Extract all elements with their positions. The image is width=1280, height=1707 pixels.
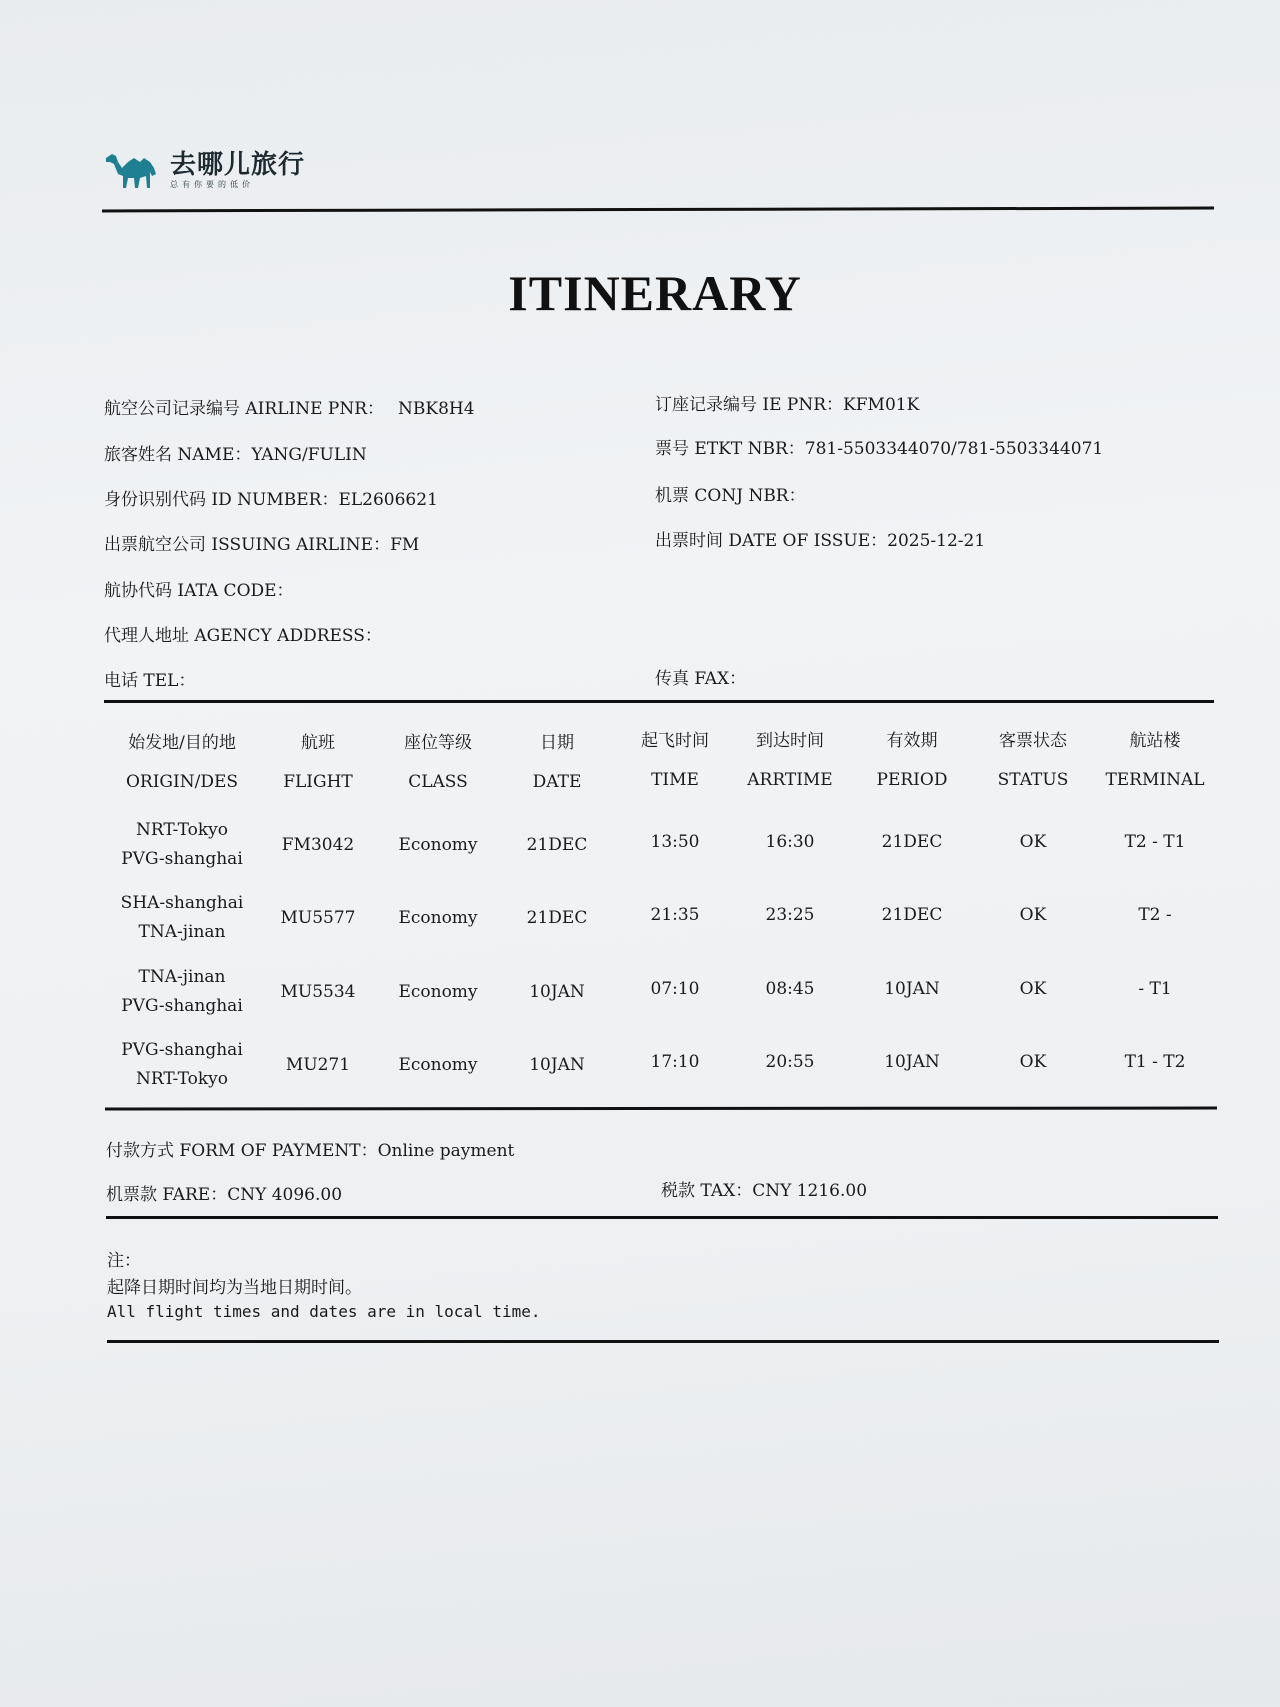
origin-text: SHA-shanghai bbox=[120, 893, 244, 913]
time-cell: 17:10 bbox=[650, 1052, 700, 1072]
fare-value: CNY 4096.00 bbox=[227, 1185, 343, 1205]
date-cell: 21DEC bbox=[526, 908, 588, 928]
terminal-cell: - T1 bbox=[1138, 979, 1172, 999]
terminal-cell: T2 - bbox=[1138, 905, 1172, 925]
status-cell: OK bbox=[1019, 1052, 1047, 1072]
destination-text: PVG-shanghai bbox=[121, 849, 243, 869]
period-cell: 10JAN bbox=[884, 979, 940, 999]
period-cell: 21DEC bbox=[881, 832, 943, 852]
table-header-en: ORIGIN/DES bbox=[125, 772, 239, 792]
table-header-cn: 起飞时间 bbox=[641, 731, 709, 751]
time-cell: 21:35 bbox=[650, 905, 700, 925]
table-header-en: CLASS bbox=[408, 772, 468, 792]
table-bottom-divider bbox=[105, 1107, 1217, 1111]
period-cell: 21DEC bbox=[881, 905, 943, 925]
destination-text: PVG-shanghai bbox=[121, 996, 243, 1016]
arrtime-cell: 16:30 bbox=[765, 832, 815, 852]
class-cell: Economy bbox=[398, 1055, 478, 1075]
arrtime-cell: 23:25 bbox=[765, 905, 815, 925]
class-cell: Economy bbox=[398, 908, 478, 928]
fare-field bbox=[106, 1180, 342, 1205]
table-header-en: FLIGHT bbox=[283, 772, 353, 792]
field-label: 代理人地址 AGENCY ADDRESS： bbox=[104, 626, 382, 646]
passenger-name-field bbox=[104, 440, 367, 465]
table-header-cn: 始发地/目的地 bbox=[128, 733, 236, 753]
conj-number-field bbox=[655, 481, 806, 506]
table-header-cn: 航班 bbox=[301, 733, 335, 753]
id-number-field bbox=[104, 485, 438, 510]
logo bbox=[104, 148, 305, 192]
issuing-airline-field bbox=[104, 530, 419, 555]
field-label: 出票航空公司 ISSUING AIRLINE： bbox=[104, 535, 391, 555]
notes-cn: 起降日期时间均为当地日期时间。 bbox=[107, 1278, 362, 1298]
payment-form-value: Online payment bbox=[377, 1141, 515, 1161]
bottom-divider bbox=[107, 1340, 1219, 1343]
class-cell: Economy bbox=[398, 982, 478, 1002]
field-label: 税款 TAX： bbox=[661, 1181, 753, 1201]
table-header-cn: 日期 bbox=[540, 733, 574, 753]
field-label: 传真 FAX： bbox=[655, 669, 747, 689]
payment-form-field bbox=[106, 1136, 514, 1161]
iata-code-field bbox=[104, 576, 294, 601]
field-label: 出票时间 DATE OF ISSUE： bbox=[655, 531, 888, 551]
etkt-number-value: 781-5503344070/781-5503344071 bbox=[804, 439, 1104, 459]
table-header-en: TIME bbox=[651, 770, 699, 790]
status-cell: OK bbox=[1019, 905, 1047, 925]
tax-field bbox=[661, 1176, 867, 1201]
id-number-value: EL2606621 bbox=[338, 490, 438, 510]
agency-address-field bbox=[104, 621, 382, 646]
passenger-name-value: YANG/FULIN bbox=[251, 445, 367, 465]
payment-divider bbox=[106, 1216, 1218, 1219]
route-cell bbox=[121, 816, 243, 874]
logo-name: 去哪儿旅行 bbox=[170, 149, 306, 180]
field-label: 电话 TEL： bbox=[104, 671, 196, 691]
table-header-cn: 座位等级 bbox=[404, 733, 472, 753]
airline-pnr-value: NBK8H4 bbox=[398, 399, 475, 419]
issuing-airline-value: FM bbox=[390, 535, 420, 555]
table-header-en: DATE bbox=[532, 772, 582, 792]
date-cell: 10JAN bbox=[529, 982, 585, 1002]
date-of-issue-field bbox=[655, 526, 985, 551]
origin-text: NRT-Tokyo bbox=[135, 820, 229, 840]
flight-cell: FM3042 bbox=[281, 835, 355, 855]
status-cell: OK bbox=[1019, 979, 1047, 999]
camel-icon bbox=[104, 148, 162, 192]
date-of-issue-value: 2025-12-21 bbox=[887, 531, 986, 551]
page-title: ITINERARY bbox=[508, 265, 802, 321]
table-header-cn: 航站楼 bbox=[1129, 731, 1181, 751]
destination-text: TNA-jinan bbox=[138, 922, 226, 942]
tax-value: CNY 1216.00 bbox=[752, 1181, 868, 1201]
table-header-cn: 有效期 bbox=[886, 731, 938, 751]
notes-heading: 注： bbox=[107, 1251, 141, 1271]
route-cell bbox=[121, 889, 244, 947]
field-label: 订座记录编号 IE PNR： bbox=[655, 395, 844, 415]
date-cell: 10JAN bbox=[529, 1055, 585, 1075]
status-cell: OK bbox=[1019, 832, 1047, 852]
field-label: 机票款 FARE： bbox=[106, 1185, 228, 1205]
class-cell: Economy bbox=[398, 835, 478, 855]
field-label: 身份识别代码 ID NUMBER： bbox=[104, 490, 339, 510]
route-cell bbox=[121, 1036, 243, 1094]
time-cell: 07:10 bbox=[650, 979, 700, 999]
arrtime-cell: 20:55 bbox=[765, 1052, 815, 1072]
top-divider bbox=[102, 207, 1214, 213]
table-header-cn: 客票状态 bbox=[999, 731, 1067, 751]
table-header-en: PERIOD bbox=[876, 770, 948, 790]
field-label: 航协代码 IATA CODE： bbox=[104, 581, 294, 601]
table-header-en: TERMINAL bbox=[1105, 770, 1205, 790]
notes-en: All flight times and dates are in local time. bbox=[107, 1302, 541, 1321]
flight-cell: MU5577 bbox=[280, 908, 356, 928]
route-cell bbox=[121, 963, 243, 1021]
date-cell: 21DEC bbox=[526, 835, 588, 855]
logo-slogan: 总有你要的低价 bbox=[170, 179, 254, 189]
flight-cell: MU271 bbox=[285, 1055, 351, 1075]
field-label: 机票 CONJ NBR： bbox=[655, 486, 806, 506]
etkt-number-field bbox=[655, 434, 1103, 459]
table-top-divider bbox=[104, 700, 1214, 703]
period-cell: 10JAN bbox=[884, 1052, 940, 1072]
arrtime-cell: 08:45 bbox=[765, 979, 815, 999]
destination-text: NRT-Tokyo bbox=[135, 1069, 229, 1089]
field-label: 付款方式 FORM OF PAYMENT： bbox=[106, 1141, 378, 1161]
field-label: 票号 ETKT NBR： bbox=[655, 439, 805, 459]
terminal-cell: T2 - T1 bbox=[1124, 832, 1186, 852]
field-label: 旅客姓名 NAME： bbox=[104, 445, 252, 465]
table-header-en: ARRTIME bbox=[747, 770, 833, 790]
fax-field bbox=[655, 664, 746, 689]
table-header-en: STATUS bbox=[997, 770, 1069, 790]
ie-pnr-value: KFM01K bbox=[843, 395, 920, 415]
time-cell: 13:50 bbox=[650, 832, 700, 852]
flight-cell: MU5534 bbox=[280, 982, 356, 1002]
field-label: 航空公司记录编号 AIRLINE PNR： bbox=[104, 399, 385, 419]
ie-pnr-field bbox=[655, 390, 919, 415]
origin-text: PVG-shanghai bbox=[121, 1040, 243, 1060]
table-header-cn: 到达时间 bbox=[756, 731, 824, 751]
airline-pnr-field bbox=[104, 394, 475, 419]
origin-text: TNA-jinan bbox=[138, 967, 226, 987]
terminal-cell: T1 - T2 bbox=[1124, 1052, 1186, 1072]
tel-field bbox=[104, 666, 195, 691]
